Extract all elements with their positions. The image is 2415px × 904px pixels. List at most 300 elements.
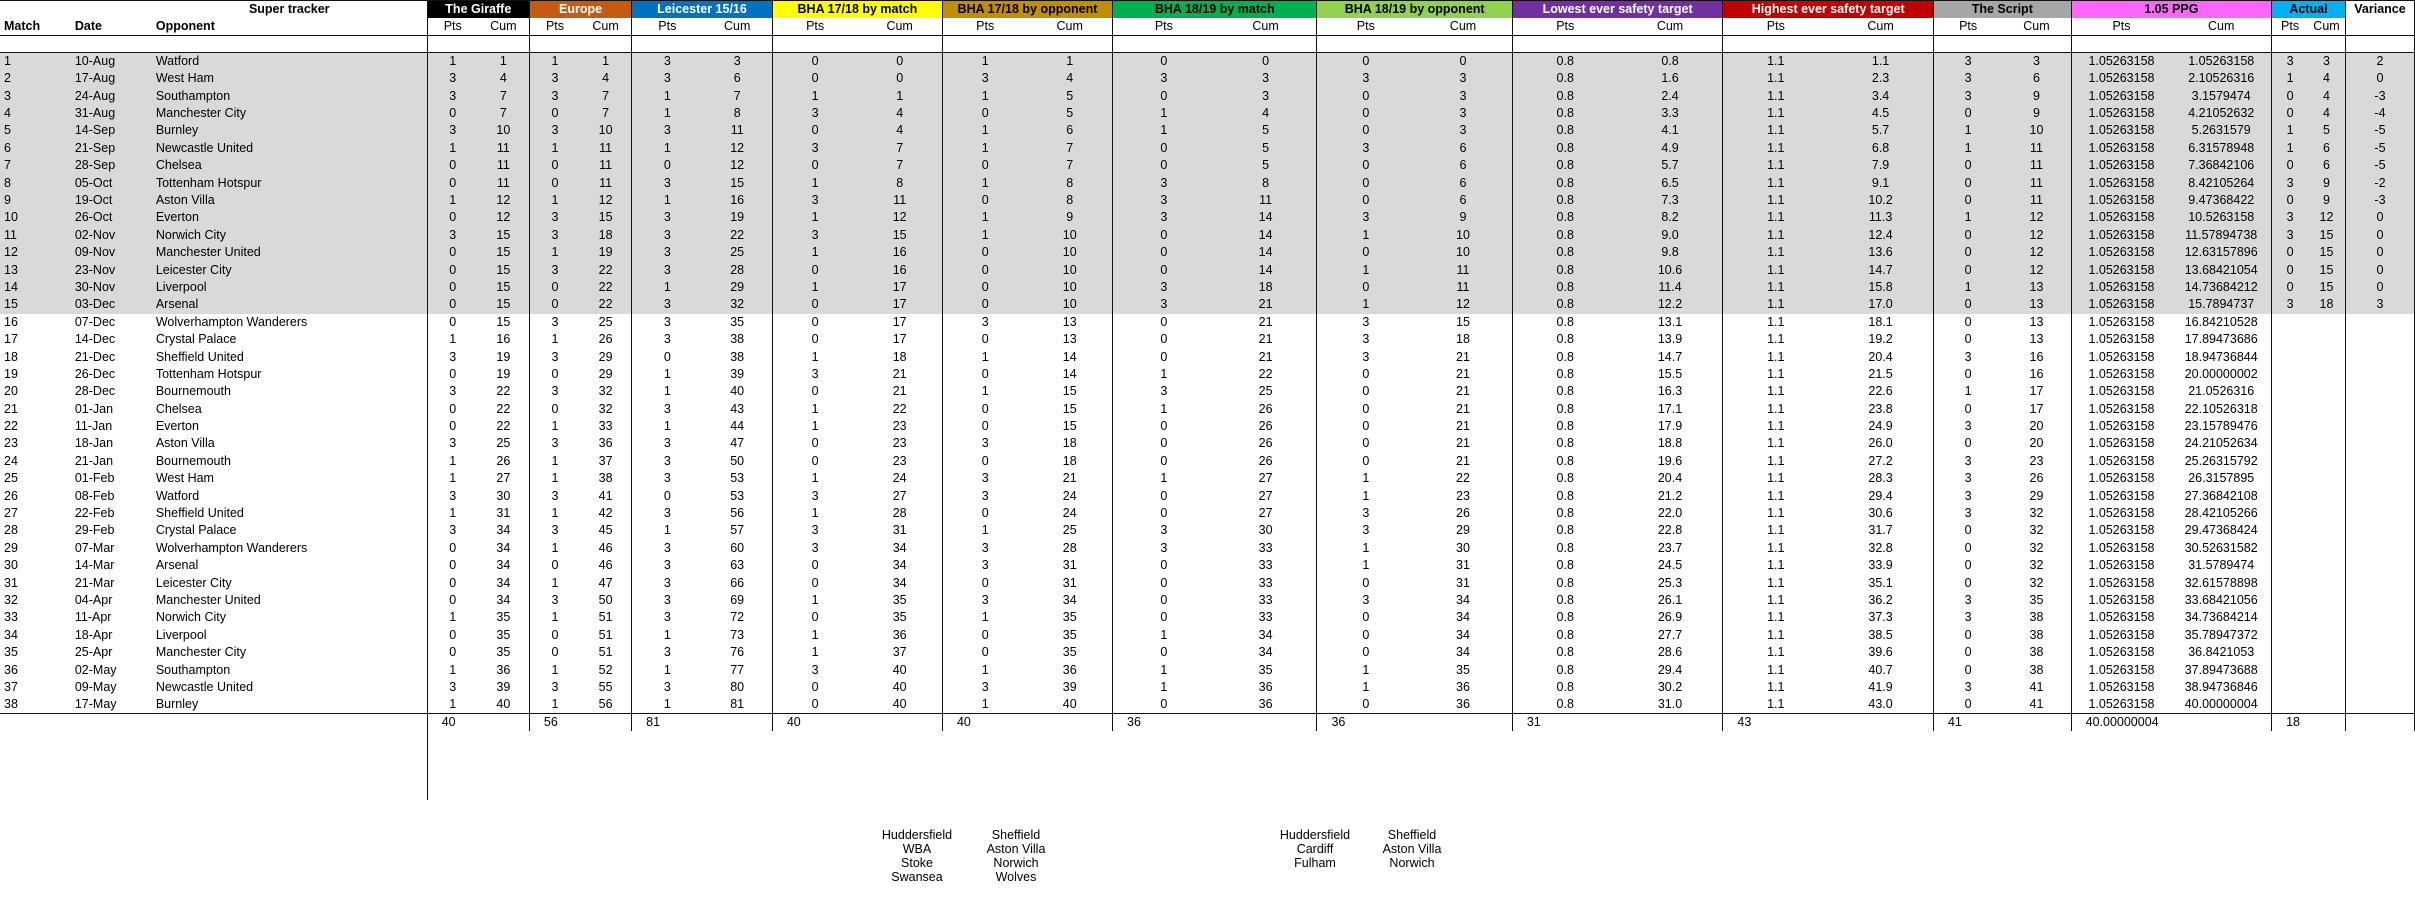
value-cell: 0 [1317,383,1414,400]
value-cell: 4.5 [1828,105,1933,122]
value-cell: 35 [892,592,907,607]
value-cell: 3 [1113,279,1215,296]
match-date: 28-Sep [71,157,152,174]
value-cell: 3 [427,522,478,539]
value-cell: 0 [772,696,857,713]
value-cell: 24 [1062,506,1077,521]
table-row [0,679,2415,696]
table-row [0,487,2415,504]
value-cell: 0 [1317,574,1414,591]
value-cell [2308,574,2345,591]
value-cell: 0 [1113,557,1215,574]
value-cell: 1 [529,609,580,626]
value-cell: 1 [942,609,1027,626]
value-cell: 26 [1258,419,1273,434]
value-cell [2308,661,2345,678]
value-cell: 0 [1113,261,1215,278]
value-cell: 11 [1215,192,1317,209]
value-cell: 0.8 [1512,383,1617,400]
cell [772,748,857,765]
match-number: 34 [4,627,18,642]
value-cell: 22 [1258,366,1273,381]
table-row [0,53,2415,70]
value-cell [2272,661,2308,678]
note-bha1819-col1: Huddersfield Cardiff Fulham [1279,828,1351,870]
value-cell: 40 [730,384,745,399]
value-cell: 13.68421054 [2171,261,2271,278]
value-cell: 31 [1062,558,1077,573]
value-cell [2308,592,2345,609]
value-cell: 0 [1113,644,1215,661]
group-header-bha1819o: BHA 18/19 by opponent [1317,1,1512,18]
value-cell: 3 [1113,192,1215,209]
value-cell: 40 [892,679,907,694]
value-cell [2272,696,2308,713]
value-cell: 31 [1456,558,1470,573]
value-cell: 34 [1456,610,1470,625]
value-cell: 0 [2272,244,2308,261]
opponent-name: Liverpool [155,627,207,642]
value-cell: 3 [632,70,703,87]
match-date: 29-Feb [74,523,115,538]
match-number: 28 [4,523,18,538]
value-cell: 3 [1933,453,2002,470]
value-cell: 2.10526316 [2171,70,2271,87]
value-cell: 0 [1933,366,2002,383]
value-cell: 25.26315792 [2184,453,2258,468]
value-cell: 0.8 [1512,470,1617,487]
value-cell: 17.9 [1657,419,1683,434]
value-cell: 3 [2308,53,2345,70]
value-cell: 7 [857,157,942,174]
match-number: 20 [4,384,18,399]
group-header-actual: Actual [2272,1,2346,18]
value-cell: 16.3 [1657,384,1683,399]
value-cell: 10 [478,122,530,139]
value-cell [2345,627,2414,644]
value-cell: 0 [857,53,942,70]
match-number: 5 [0,122,71,139]
value-cell: 0 [772,679,857,696]
cell [2002,766,2071,783]
value-cell: 0.8 [1512,261,1617,278]
match-date: 02-Nov [71,227,152,244]
match-date: 07-Dec [74,314,116,329]
col-header-pts: Pts [772,18,857,35]
value-cell: 1.05263158 [2071,279,2171,296]
value-cell: 3 [772,661,857,678]
value-cell: 1 [942,696,1027,713]
value-cell: 1 [772,348,857,365]
value-cell: 7 [1027,157,1112,174]
value-cell: 1 [942,209,1027,226]
value-cell: 77 [730,662,745,677]
value-cell: 0.8 [1512,574,1617,591]
total-value: 41 [1933,714,2002,731]
value-cell: 41 [2029,697,2044,712]
value-cell: 0 [942,627,1027,644]
value-cell: 51 [598,627,613,642]
value-cell: 28.6 [1657,645,1683,660]
value-cell: 3 [1414,87,1512,104]
value-cell: 0 [2272,261,2308,278]
value-cell: 22 [580,296,632,313]
value-cell: 0 [1317,122,1414,139]
value-cell: 32.61578898 [2184,575,2258,590]
value-cell: 37 [598,453,613,468]
value-cell: 0 [427,400,478,417]
value-cell: 35 [1456,662,1470,677]
value-cell: 3 [942,592,1027,609]
value-cell: 23.7 [1657,540,1683,555]
table-row [0,348,2415,365]
value-cell: 3 [529,87,580,104]
value-cell: 41 [598,488,613,503]
value-cell: 13.9 [1657,332,1683,347]
value-cell: 17 [892,332,907,347]
value-cell: 26 [598,332,613,347]
col-header-pts: Pts [1113,18,1215,35]
cell [1618,35,1723,52]
cell [2345,766,2414,783]
value-cell: 1.1 [1723,192,1828,209]
opponent-name: Chelsea [155,401,202,416]
opponent-name: Sheffield United [155,506,244,521]
match-number: 30 [4,558,18,573]
match-date: 08-Feb [74,488,115,503]
value-cell: 1 [772,592,857,609]
value-cell: 0 [772,261,857,278]
match-number: 38 [4,697,18,712]
value-cell: 0 [1113,140,1215,157]
value-cell: 11 [2002,140,2071,157]
cell [1414,783,1512,800]
value-cell: 34 [892,540,907,555]
value-cell: 10.2 [1828,192,1933,209]
value-cell: 3 [529,209,580,226]
cell [1027,783,1112,800]
value-cell: 27 [1258,506,1273,521]
value-cell: 0 [632,157,703,174]
value-cell: 3 [1113,296,1215,313]
value-cell: 0.8 [1512,435,1617,452]
cell [703,748,773,765]
value-cell: 24.21052634 [2184,436,2258,451]
match-number: 37 [4,679,18,694]
cell [1723,35,1828,52]
value-cell: 3 [529,592,580,609]
value-cell: 1.1 [1723,227,1828,244]
value-cell [2272,453,2308,470]
value-cell: 9 [2002,87,2071,104]
value-cell: 1 [478,53,530,70]
table-row [0,644,2415,661]
value-cell: 31 [892,523,907,538]
value-cell [2272,592,2308,609]
value-cell: 3 [529,314,580,331]
cell [71,35,152,52]
value-cell: 5 [1027,87,1112,104]
value-cell: 6 [1027,122,1112,139]
value-cell: 15 [496,314,511,329]
value-cell: 13 [2002,279,2071,296]
value-cell: 5 [2308,122,2345,139]
value-cell: 1.05263158 [2071,453,2171,470]
variance-header: Variance [2345,1,2414,18]
cell [2171,766,2271,783]
value-cell: 1 [632,522,703,539]
cell [0,731,71,748]
cell [1215,783,1317,800]
value-cell: 3 [1933,348,2002,365]
value-cell: 17 [2029,401,2044,416]
value-cell: 9 [2308,192,2345,209]
value-cell: 0 [1933,400,2002,417]
opponent-name: Southampton [155,662,231,677]
value-cell: 0.8 [1512,348,1617,365]
match-number: 33 [4,610,18,625]
cell [2308,35,2345,52]
cell [1512,748,1617,765]
value-cell: 1.1 [1723,157,1828,174]
value-cell: 1.1 [1723,661,1828,678]
value-cell: 1.05263158 [2071,70,2171,87]
value-cell: 27 [1258,471,1273,486]
value-cell: 1 [942,140,1027,157]
value-cell: 1.1 [1828,53,1933,70]
value-cell: 0 [772,435,857,452]
value-cell: 0 [1113,314,1215,331]
value-cell: 0.8 [1618,53,1723,70]
value-cell: 17 [2029,384,2044,399]
value-cell [2308,557,2345,574]
value-cell: 0 [1933,540,2002,557]
value-cell: 30.2 [1657,679,1683,694]
value-cell: 3 [772,140,857,157]
value-cell: 38 [2029,645,2044,660]
cell [1828,35,1933,52]
match-date: 18-Jan [74,436,114,451]
value-cell: 1 [1317,679,1414,696]
cell [152,748,427,765]
value-cell: 0 [427,366,478,383]
cell [2071,766,2171,783]
value-cell: 1 [942,87,1027,104]
value-cell: 38 [2029,662,2044,677]
value-cell: 1 [942,174,1027,191]
value-cell: 24 [1062,488,1077,503]
value-cell: 31 [1062,575,1077,590]
value-cell: 1 [942,383,1027,400]
cell [632,783,703,800]
value-cell: 7 [580,105,632,122]
cell [1027,714,1112,731]
cell [152,783,427,800]
match-date: 17-May [74,697,117,712]
value-cell: 19 [703,209,773,226]
col-header-cum: Cum [1027,18,1112,35]
value-cell: 3 [632,540,703,557]
table-row [0,296,2415,313]
value-cell: 0 [1317,244,1414,261]
value-cell: 29.4 [1657,662,1683,677]
value-cell: 0 [1933,296,2002,313]
value-cell: 1 [529,453,580,470]
value-cell: 23.15789476 [2184,419,2258,434]
value-cell: 21.0526316 [2188,384,2255,399]
value-cell: 9 [1414,209,1512,226]
value-cell: 38.94736846 [2184,679,2258,694]
value-cell: 4 [580,70,632,87]
value-cell: 1.1 [1723,244,1828,261]
value-cell: 1 [942,348,1027,365]
value-cell: 1.05263158 [2071,400,2171,417]
value-cell: 4 [2308,87,2345,104]
cell [857,731,942,748]
value-cell: 5.2631579 [2171,122,2271,139]
value-cell: 0 [529,105,580,122]
note-bha1819-col2: Sheffield Aston Villa Norwich [1382,828,1442,870]
value-cell: 3 [1414,122,1512,139]
value-cell: 12 [703,140,773,157]
value-cell: 9.47368422 [2171,192,2271,209]
value-cell: 3 [529,679,580,696]
value-cell [2345,540,2414,557]
total-value: 81 [632,714,703,731]
value-cell: 13.6 [1828,244,1933,261]
value-cell: 0 [942,157,1027,174]
match-number: 6 [0,140,71,157]
value-cell: 11.3 [1828,209,1933,226]
value-cell: 6 [1414,140,1512,157]
value-cell: 1.1 [1723,574,1828,591]
value-cell: 10 [1027,296,1112,313]
value-cell: 1.05263158 [2171,53,2271,70]
value-cell: 0.8 [1512,696,1617,713]
value-cell: 3 [1317,331,1414,348]
value-cell: 0 [2345,244,2414,261]
cell [1215,35,1317,52]
value-cell: 0 [2272,192,2308,209]
value-cell: 1 [1113,366,1215,383]
value-cell: 1.05263158 [2071,192,2171,209]
match-number: 11 [0,227,71,244]
value-cell [2308,314,2345,331]
table-row [0,540,2415,557]
value-cell: 3 [632,453,703,470]
value-cell: 3 [772,540,857,557]
value-cell: 34 [1062,592,1077,607]
value-cell: 10 [580,122,632,139]
match-date: 23-Nov [71,261,152,278]
value-cell: 43 [730,401,745,416]
cell [703,766,773,783]
value-cell: 18 [892,349,907,364]
value-cell [2308,540,2345,557]
value-cell: 1.1 [1723,505,1828,522]
value-cell: 0 [1933,261,2002,278]
table-row [0,453,2415,470]
table-row [0,661,2415,678]
value-cell: 0 [1317,435,1414,452]
value-cell: 9.0 [1618,227,1723,244]
value-cell: 33 [1258,575,1273,590]
value-cell: 0 [427,244,478,261]
col-header-date: Date [71,18,152,35]
value-cell: 36 [1062,662,1077,677]
value-cell: 1.6 [1618,70,1723,87]
col-header-pts: Pts [529,18,580,35]
value-cell: 3 [2272,227,2308,244]
value-cell: 0 [529,644,580,661]
value-cell: 0 [2345,209,2414,226]
value-cell: 11 [1414,261,1512,278]
col-header-match: Match [0,18,71,35]
match-date: 21-Mar [74,575,115,590]
value-cell: 0 [1317,192,1414,209]
value-cell: 18 [2308,296,2345,313]
value-cell: 3 [427,679,478,696]
value-cell: 4 [1215,105,1317,122]
value-cell: 6 [2308,140,2345,157]
value-cell: 0 [427,644,478,661]
value-cell: 4 [2308,105,2345,122]
match-number: 7 [0,157,71,174]
value-cell: 0 [1933,314,2002,331]
value-cell: 8 [857,174,942,191]
value-cell: 0 [1933,574,2002,591]
value-cell: 1.05263158 [2071,331,2171,348]
value-cell: 0.8 [1512,505,1617,522]
value-cell: 10 [1414,227,1512,244]
match-number: 3 [0,87,71,104]
match-date: 21-Sep [71,140,152,157]
value-cell: 1.1 [1723,87,1828,104]
value-cell: 0.8 [1512,70,1617,87]
value-cell: 3 [772,487,857,504]
value-cell: 34 [1456,645,1470,660]
cell [1933,766,2002,783]
cell [1618,766,1723,783]
value-cell: 0 [942,400,1027,417]
cell [478,714,530,731]
value-cell: 30.52631582 [2184,540,2258,555]
opponent-name: Watford [155,488,200,503]
value-cell: 17.89473686 [2184,332,2258,347]
cell [71,748,152,765]
value-cell: 33 [1258,540,1273,555]
cell [580,35,632,52]
value-cell: 0 [1317,644,1414,661]
value-cell: 3 [703,53,773,70]
value-cell: 15.7894737 [2171,296,2271,313]
match-date: 21-Jan [74,453,114,468]
value-cell: 52 [598,662,613,677]
value-cell: 0 [1933,244,2002,261]
cell [1512,731,1617,748]
value-cell [2308,679,2345,696]
value-cell [2345,400,2414,417]
value-cell: 36 [598,436,613,451]
match-number: 35 [4,645,18,660]
value-cell: 1 [1317,470,1414,487]
value-cell: 3 [942,487,1027,504]
value-cell: 39.6 [1868,645,1893,660]
value-cell: 20.4 [1868,349,1893,364]
opponent-name: Wolverhampton Wanderers [155,540,308,555]
value-cell: 1 [632,192,703,209]
value-cell: 34 [892,558,907,573]
